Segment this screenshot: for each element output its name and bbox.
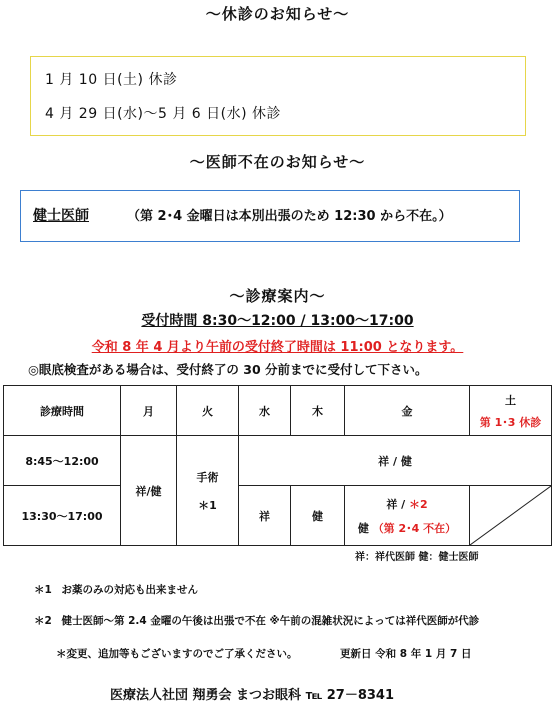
closure-box	[30, 56, 526, 136]
mon-doctors: 祥/健	[121, 436, 177, 546]
absence-title: ～医師不在のお知らせ～	[189, 153, 366, 171]
header-thu: 木	[291, 386, 345, 436]
fri-pm-doctor-1: 祥 /	[386, 497, 410, 511]
header-sat	[470, 386, 552, 436]
reception-hours: 受付時間 8:30～12:00 / 13:00～17:00	[141, 313, 414, 329]
absence-box	[20, 190, 520, 242]
clinic-footer: 医療法人社団 翔勇会 まつお眼科 ℡ 27－8341	[110, 688, 395, 703]
closure-line-1: 1 月 10 日(土) 休診	[45, 72, 178, 88]
diagonal-line	[470, 486, 551, 545]
note-3: ＊変更、追加等もございますのでご了承ください。	[56, 648, 298, 660]
note-2-text: 健士医師～第 2.4 金曜の午後は出張で不在 ※午前の混雑状況によっては祥代医師が代診	[61, 615, 480, 627]
fri-pm-doctor-2: 健	[357, 521, 369, 535]
absent-doctor-name: 健士医師	[33, 208, 89, 224]
header-mon: 月	[121, 386, 177, 436]
note-2-mark: ＊2	[34, 615, 52, 627]
note-1-mark: ＊1	[34, 584, 52, 596]
eye-exam-notice: ◎眼底検査がある場合は、受付終了の 30 分前までに受付して下さい。	[28, 362, 428, 377]
header-sat-label: 土	[505, 393, 516, 407]
morning-hours: 8:45～12:00	[4, 436, 121, 486]
note-1	[34, 582, 198, 597]
fri-pm-note-mark: ＊2	[409, 497, 428, 511]
note-2	[34, 613, 479, 628]
doctor-legend: 祥：祥代医師 健：健士医師	[355, 552, 479, 563]
header-corner: 診療時間	[4, 386, 121, 436]
header-fri: 金	[345, 386, 470, 436]
fri-pm-absence: （第 2･4 不在）	[372, 521, 457, 535]
morning-doctors: 祥 / 健	[239, 436, 552, 486]
wed-pm: 祥	[239, 486, 291, 546]
thu-pm: 健	[291, 486, 345, 546]
updated-date: 更新日 令和 8 年 1 月 7 日	[340, 648, 472, 660]
fri-pm	[345, 486, 470, 546]
sat-pm-closed	[470, 486, 552, 546]
closure-line-2: 4 月 29 日(水)～5 月 6 日(水) 休診	[45, 106, 282, 122]
hours-change-notice: 令和 8 年 4 月より午前の受付終了時間は 11:00 となります。	[91, 340, 464, 355]
guide-title: ～診療案内～	[229, 287, 326, 305]
absence-note: （第 2･4 金曜日は本別出張のため 12:30 から不在。）	[127, 209, 452, 224]
afternoon-hours: 13:30～17:00	[4, 486, 121, 546]
note-1-text: お薬のみの対応も出来ません	[61, 584, 198, 596]
header-wed: 水	[239, 386, 291, 436]
header-tue: 火	[177, 386, 239, 436]
schedule-table	[3, 385, 552, 546]
tue-surgery	[177, 436, 239, 546]
sat-closed-note: 第 1･3 休診	[479, 415, 542, 429]
closure-title: ～休診のお知らせ～	[205, 5, 350, 23]
tue-surgery-label: 手術	[196, 470, 219, 484]
tue-note-mark: ＊1	[198, 498, 217, 512]
